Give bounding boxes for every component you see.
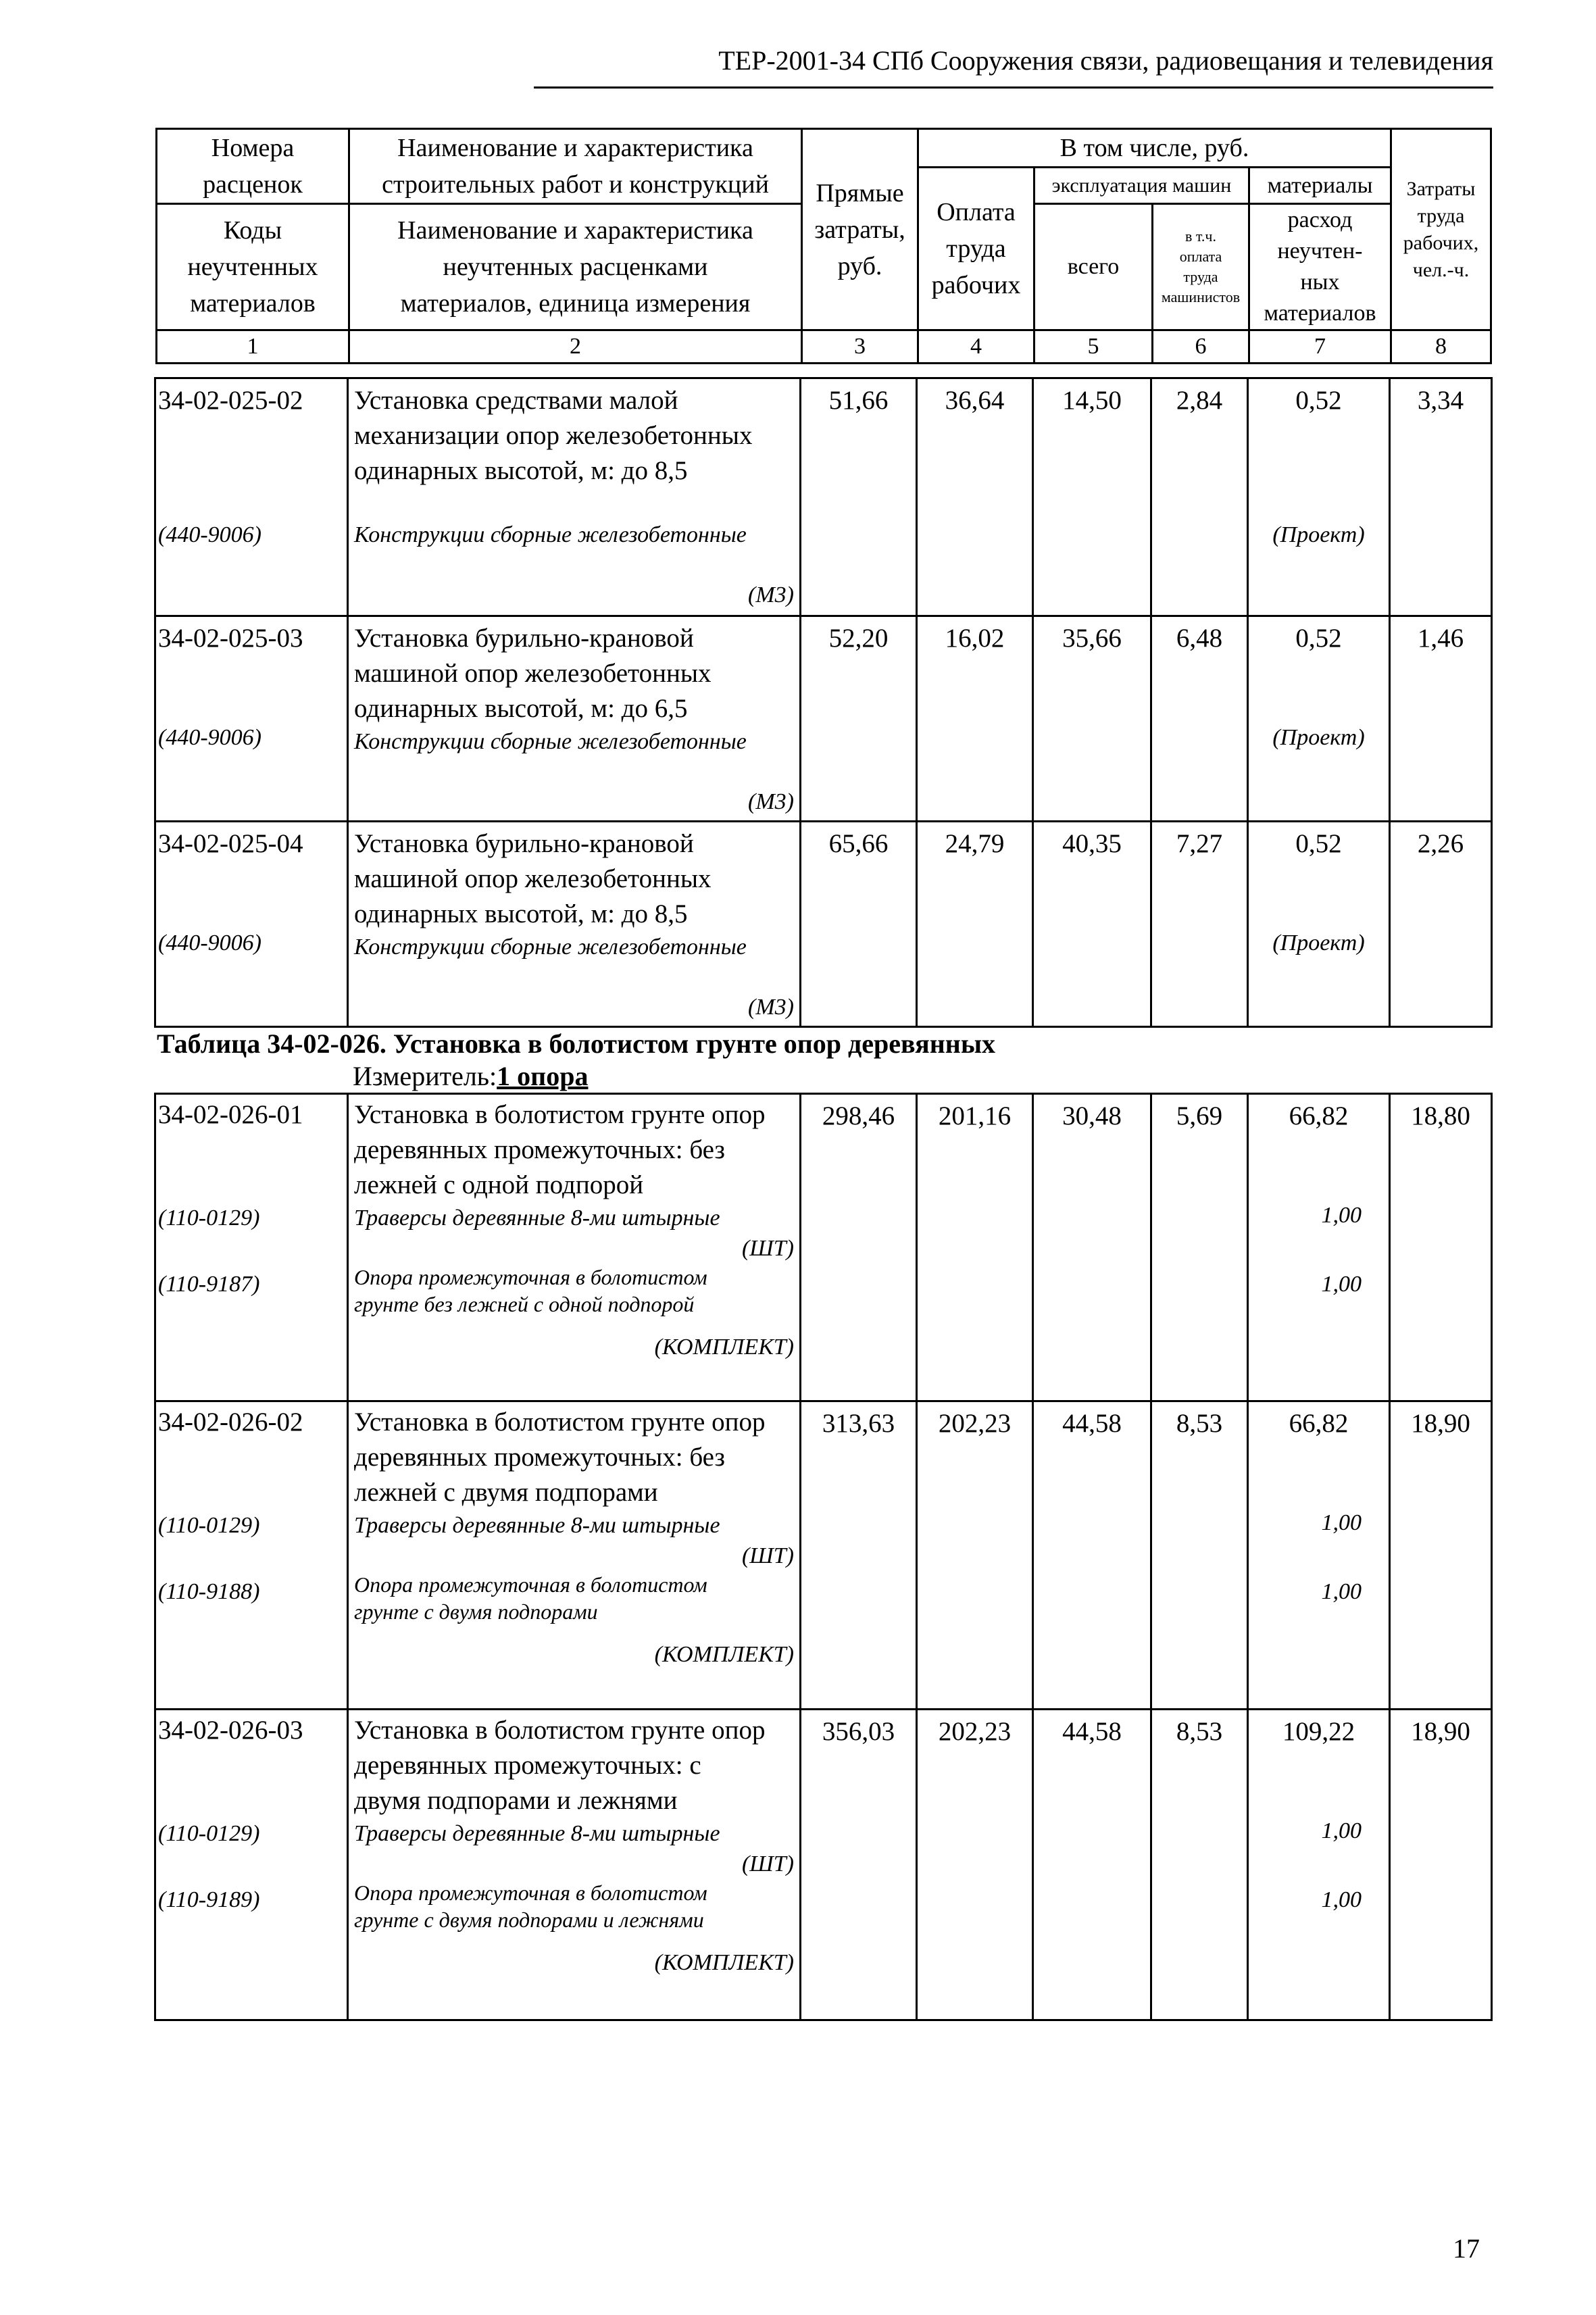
material-unit: (ШТ) [741, 1236, 794, 1261]
operator-cost: 7,27 [1151, 822, 1248, 1027]
page-header: ТЕР-2001-34 СПб Сооружения связи, радиовещания и телевидения [718, 45, 1493, 76]
table-row [155, 1401, 1492, 1710]
material-name: Конструкции сборные железобетонные [354, 729, 747, 754]
rate-code-cell: 34-02-025-02 (440-9006) [155, 378, 348, 616]
material-unit: (ШТ) [741, 1851, 794, 1876]
direct-cost: 52,20 [801, 616, 917, 822]
machine-cost: 44,58 [1033, 1710, 1151, 2020]
material-quantity: 1,00 [1321, 1510, 1362, 1535]
material-code: (110-9189) [158, 1887, 260, 1912]
material-name: Опора промежуточная в болотистом [354, 1572, 707, 1597]
materials-cost: 66,82 1,00 1,00 [1248, 1401, 1390, 1710]
material-code: (110-0129) [158, 1513, 260, 1538]
col-number: 2 [349, 330, 802, 364]
header-materials: материалы [1249, 168, 1391, 204]
rate-name-cell: Установка в болотистом грунте опор деревянных промежуточных: без лежней с двумя подпорами Траверсы деревянные 8-ми штырные (ШТ) Опора промежуточная в болотистом грунте с двумя подпорами (КОМПЛЕКТ) [348, 1401, 801, 1710]
materials-cost: 66,82 1,00 1,00 [1248, 1094, 1390, 1401]
measure-unit: Измеритель:1 опора [353, 1061, 589, 1091]
material-quantity: (Проект) [1272, 930, 1365, 955]
header-material-name: Наименование и характеристика неучтенных расценками материалов, единица измерения [349, 204, 802, 330]
labor-hours: 1,46 [1390, 616, 1492, 822]
material-code: (440-9006) [158, 522, 261, 547]
machine-cost: 35,66 [1033, 616, 1151, 822]
header-worker-pay: Оплата труда рабочих [918, 168, 1034, 330]
machine-cost: 14,50 [1033, 378, 1151, 616]
material-name: Опора промежуточная в болотистом [354, 1881, 707, 1905]
material-code: (110-0129) [158, 1821, 260, 1846]
labor-cost: 24,79 [917, 822, 1033, 1027]
labor-hours: 18,80 [1390, 1094, 1492, 1401]
header-machine-operation: эксплуатация машин [1034, 168, 1249, 204]
material-name: Траверсы деревянные 8-ми штырные [354, 1513, 720, 1538]
header-rate-numbers: Номера расценок [157, 129, 349, 204]
materials-cost: 0,52 (Проект) [1248, 378, 1390, 616]
material-unit: (М3) [748, 995, 794, 1020]
col-number: 3 [802, 330, 918, 364]
page-number: 17 [1453, 2233, 1480, 2264]
material-unit: (КОМПЛЕКТ) [654, 1642, 794, 1667]
materials-cost: 0,52 (Проект) [1248, 616, 1390, 822]
labor-cost: 201,16 [917, 1094, 1033, 1401]
labor-cost: 36,64 [917, 378, 1033, 616]
table-row [155, 1710, 1492, 2020]
operator-cost: 8,53 [1151, 1401, 1248, 1710]
material-unit: (КОМПЛЕКТ) [654, 1950, 794, 1975]
header-operator-pay: в т.ч. оплата труда машинистов [1153, 204, 1249, 330]
rate-code-cell: 34-02-025-04 (440-9006) [155, 822, 348, 1027]
operator-cost: 2,84 [1151, 378, 1248, 616]
table-title: Таблица 34-02-026. Установка в болотистом грунте опор деревянных [157, 1028, 996, 1059]
labor-hours: 3,34 [1390, 378, 1492, 616]
labor-hours: 18,90 [1390, 1401, 1492, 1710]
direct-cost: 65,66 [801, 822, 917, 1027]
labor-hours: 2,26 [1390, 822, 1492, 1027]
material-name: Конструкции сборные железобетонные [354, 522, 747, 547]
col-number: 4 [918, 330, 1034, 364]
operator-cost: 6,48 [1151, 616, 1248, 822]
rate-name-cell: Установка в болотистом грунте опор деревянных промежуточных: без лежней с одной подпорой Траверсы деревянные 8-ми штырные (ШТ) Опора промежуточная в болотистом грунте без лежней с одной подпорой (КОМПЛЕКТ) [348, 1094, 801, 1401]
machine-cost: 44,58 [1033, 1401, 1151, 1710]
col-number: 1 [157, 330, 349, 364]
direct-cost: 313,63 [801, 1401, 917, 1710]
material-unit: (М3) [748, 582, 794, 607]
labor-cost: 202,23 [917, 1401, 1033, 1710]
header-including-group: В том числе, руб. [918, 129, 1391, 168]
column-header-table [155, 128, 1490, 359]
material-code: (110-9188) [158, 1579, 260, 1604]
table-row [155, 822, 1492, 1027]
material-quantity: (Проект) [1272, 522, 1365, 547]
material-unit: (ШТ) [741, 1543, 794, 1568]
material-code: (440-9006) [158, 930, 261, 955]
rate-name-cell: Установка в болотистом грунте опор деревянных промежуточных: с двумя подпорами и лежнями Траверсы деревянные 8-ми штырные (ШТ) Опора промежуточная в болотистом грунте с двумя подпорами и лежнями (КОМПЛЕКТ) [348, 1710, 801, 2020]
table-row [155, 378, 1492, 616]
operator-cost: 5,69 [1151, 1094, 1248, 1401]
material-code: (440-9006) [158, 725, 261, 750]
material-unit: (М3) [748, 789, 794, 814]
material-name: Траверсы деревянные 8-ми штырные [354, 1205, 720, 1230]
labor-hours: 18,90 [1390, 1710, 1492, 2020]
material-code: (110-9187) [158, 1272, 260, 1297]
direct-cost: 356,03 [801, 1710, 917, 2020]
material-quantity: 1,00 [1321, 1272, 1362, 1297]
material-code: (110-0129) [158, 1205, 260, 1230]
col-number: 5 [1034, 330, 1153, 364]
header-material-codes: Коды неучтенных материалов [157, 204, 349, 330]
material-name: Опора промежуточная в болотистом [354, 1265, 707, 1289]
material-quantity: 1,00 [1321, 1818, 1362, 1843]
header-unaccounted-materials: расход неучтен- ных материалов [1249, 204, 1391, 330]
materials-cost: 109,22 1,00 1,00 [1248, 1710, 1390, 2020]
material-name: Конструкции сборные железобетонные [354, 935, 747, 960]
material-quantity: (Проект) [1272, 725, 1365, 750]
material-quantity: 1,00 [1321, 1203, 1362, 1228]
table-row [155, 616, 1492, 822]
labor-cost: 16,02 [917, 616, 1033, 822]
col-number: 8 [1391, 330, 1491, 364]
col-number: 7 [1249, 330, 1391, 364]
material-quantity: 1,00 [1321, 1887, 1362, 1912]
material-quantity: 1,00 [1321, 1579, 1362, 1604]
material-unit: (КОМПЛЕКТ) [654, 1335, 794, 1360]
materials-cost: 0,52 (Проект) [1248, 822, 1390, 1027]
direct-cost: 298,46 [801, 1094, 917, 1401]
rates-table-026 [154, 1093, 1491, 2021]
rate-code-cell: 34-02-025-03 (440-9006) [155, 616, 348, 822]
machine-cost: 40,35 [1033, 822, 1151, 1027]
rates-table-025 [154, 377, 1491, 1028]
table-row [155, 1094, 1492, 1401]
rate-code-cell: 34-02-026-01 (110-0129) (110-9187) [155, 1094, 348, 1401]
rate-name-cell: Установка бурильно-крановой машиной опор железобетонных одинарных высотой, м: до 6,5 Конструкции сборные железобетонные (М3) [348, 616, 801, 822]
operator-cost: 8,53 [1151, 1710, 1248, 2020]
direct-cost: 51,66 [801, 378, 917, 616]
labor-cost: 202,23 [917, 1710, 1033, 2020]
rate-code-cell: 34-02-026-03 (110-0129) (110-9189) [155, 1710, 348, 2020]
material-name: Траверсы деревянные 8-ми штырные [354, 1821, 720, 1846]
machine-cost: 30,48 [1033, 1094, 1151, 1401]
header-machines-total: всего [1034, 204, 1153, 330]
header-work-name: Наименование и характеристика строительных работ и конструкций [349, 129, 802, 204]
header-direct-costs: Прямые затраты, руб. [802, 129, 918, 330]
rate-code-cell: 34-02-026-02 (110-0129) (110-9188) [155, 1401, 348, 1710]
rate-name-cell: Установка бурильно-крановой машиной опор железобетонных одинарных высотой, м: до 8,5 Конструкции сборные железобетонные (М3) [348, 822, 801, 1027]
rate-name-cell: Установка средствами малой механизации опор железобетонных одинарных высотой, м: до 8,5 Конструкции сборные железобетонные (М3) [348, 378, 801, 616]
col-number: 6 [1153, 330, 1249, 364]
header-rule [534, 86, 1493, 89]
header-labor-hours: Затраты труда рабочих, чел.-ч. [1391, 129, 1491, 330]
